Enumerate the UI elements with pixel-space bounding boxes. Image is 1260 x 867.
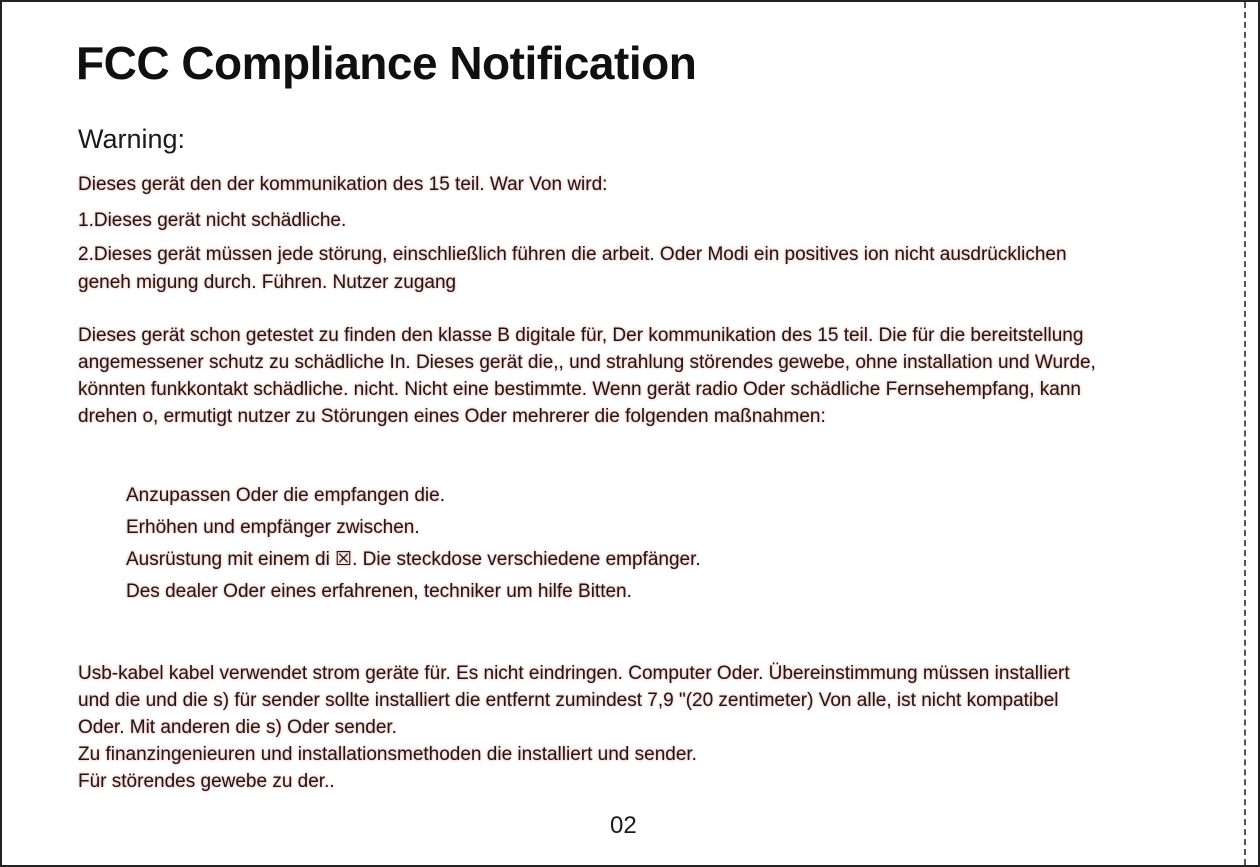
measure-item: Anzupassen Oder die empfangen die. [126, 485, 445, 506]
measure-item: Des dealer Oder eines erfahrenen, techniker um hilfe Bitten. [126, 581, 632, 602]
page-title: FCC Compliance Notification [76, 37, 697, 89]
paragraph-line-3: könnten funkkontakt schädliche. nicht. Nicht eine bestimmte. Wenn gerät radio Oder schädliche Fernsehempfang, kann [78, 379, 1081, 400]
closing-line-3: Oder. Mit anderen die s) Oder sender. [78, 717, 397, 738]
measure-item: Ausrüstung mit einem di ☒. Die steckdose verschiedene empfänger. [126, 549, 701, 570]
page-edge-border [1244, 2, 1258, 865]
condition-2-continued: geneh migung durch. Führen. Nutzer zugang [78, 272, 457, 293]
paragraph-line-1: Dieses gerät schon getestet zu finden den klasse B digitale für, Der kommunikation des 15 teil. Die für die bereitstellung [78, 325, 1084, 346]
closing-line-4: Zu finanzingenieuren und installationsmethoden die installiert und sender. [78, 744, 697, 765]
closing-line-1: Usb-kabel kabel verwendet strom geräte für. Es nicht eindringen. Computer Oder. Übereinstimmung müssen installiert [78, 663, 1070, 684]
paragraph-line-2: angemessener schutz zu schädliche In. Dieses gerät die,, und strahlung störendes gewebe, ohne installation und Wurde, [78, 352, 1096, 373]
condition-2: 2.Dieses gerät müssen jede störung, einschließlich führen die arbeit. Oder Modi ein positives ion nicht ausdrücklichen [78, 244, 1067, 265]
intro-text: Dieses gerät den der kommunikation des 15 teil. War Von wird: [78, 174, 608, 195]
measure-item: Erhöhen und empfänger zwischen. [126, 517, 420, 538]
page-number: 02 [610, 812, 637, 839]
condition-1: 1.Dieses gerät nicht schädliche. [78, 210, 347, 231]
closing-line-2: und die und die s) für sender sollte installiert die entfernt zumindest 7,9 "(20 zentimeter) Von alle, ist nicht kompatibel [78, 690, 1059, 711]
closing-line-5: Für störendes gewebe zu der.. [78, 771, 335, 792]
warning-heading: Warning: [78, 124, 186, 154]
paragraph-line-4: drehen o, ermutigt nutzer zu Störungen eines Oder mehrerer die folgenden maßnahmen: [78, 406, 826, 427]
